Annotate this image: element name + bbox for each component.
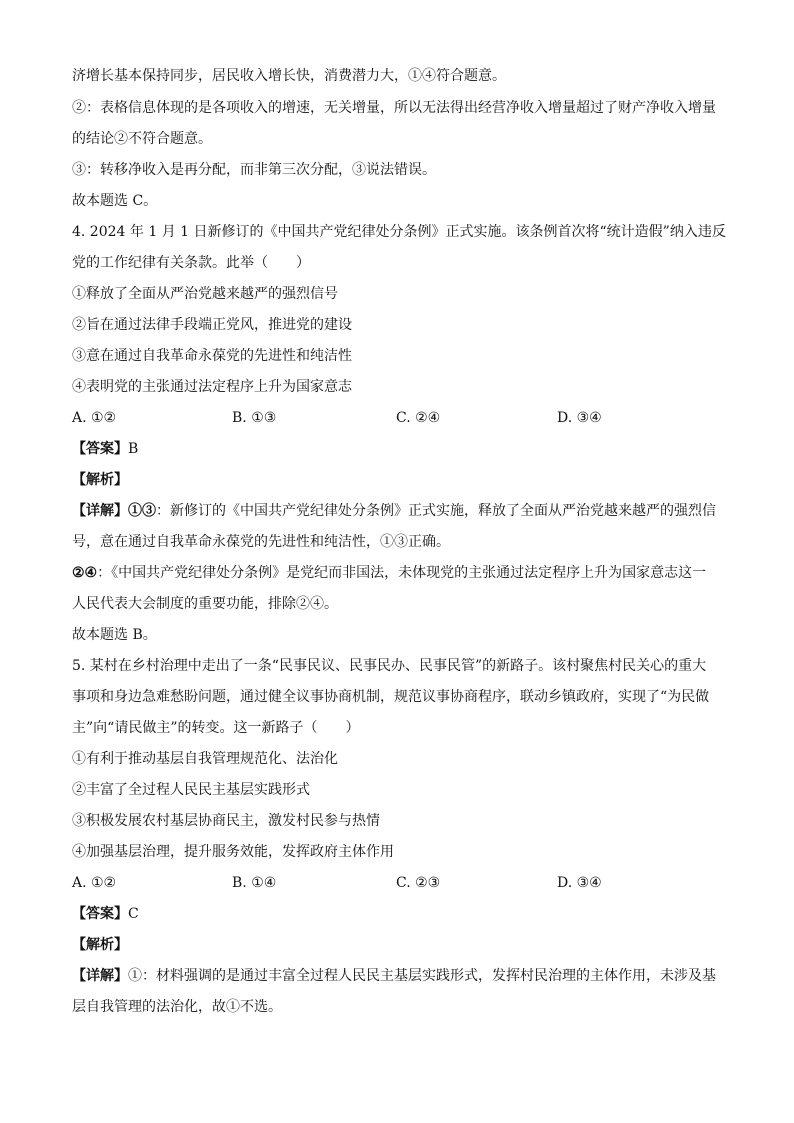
q5-answer	[72, 904, 139, 924]
q4-answer	[72, 439, 138, 459]
text-line: 的结论②不符合题意。	[72, 131, 212, 147]
q4-statement: ④表明党的主张通过法定程序上升为国家意志	[72, 379, 352, 395]
text-line: ②：表格信息体现的是各项收入的增速，无关增量，所以无法得出经营净收入增量超过了财产净收入增量	[72, 100, 716, 116]
text-line: 故本题选 C。	[72, 193, 158, 209]
detail-label: 【详解】	[72, 503, 128, 519]
q5-analysis-label: 【解析】	[72, 937, 128, 953]
q5-option-c: C. ②③	[396, 875, 441, 891]
text-line: ③：转移净收入是再分配，而非第三次分配，③说法错误。	[72, 162, 436, 178]
detail-text: ：新修订的《中国共产党纪律处分条例》正式实施，释放了全面从严治党越来越严的强烈信	[156, 503, 716, 519]
q4-statement: ②旨在通过法律手段端正党风，推进党的建设	[72, 317, 352, 333]
q4-option-d: D. ③④	[557, 410, 602, 426]
q5-option-b: B. ①④	[232, 875, 277, 891]
q5-statement: ②丰富了全过程人民民主基层实践形式	[72, 782, 310, 798]
q4-option-c: C. ②④	[396, 410, 441, 426]
q4-detail-line	[72, 501, 716, 521]
answer-value: B	[128, 441, 139, 457]
q5-statement: ①有利于推动基层自我管理规范化、法治化	[72, 751, 338, 767]
q4-option-b: B. ①③	[232, 410, 277, 426]
detail-label: 【详解】	[72, 968, 128, 984]
q4-detail-line: 人民代表大会制度的重要功能，排除②④。	[72, 596, 338, 612]
answer-value: C	[128, 906, 139, 922]
q5-detail-line	[72, 966, 716, 986]
q4-stem-line: 党的工作纪律有关条款。此举（ ）	[72, 255, 310, 271]
q5-stem-line: 5. 某村在乡村治理中走出了一条“民事民议、民事民办、民事民管”的新路子。该村聚焦村民关心的重大	[72, 658, 707, 674]
q4-detail-line: 号，意在通过自我革命永葆党的先进性和纯洁性，①③正确。	[72, 534, 450, 550]
q5-detail-line: 层自我管理的法治化，故①不选。	[72, 999, 282, 1015]
q5-option-a: A. ①②	[72, 875, 117, 891]
q4-statement: ③意在通过自我革命永葆党的先进性和纯洁性	[72, 348, 352, 364]
q5-option-d: D. ③④	[557, 875, 602, 891]
q4-option-a: A. ①②	[72, 410, 117, 426]
text-line: 济增长基本保持同步，居民收入增长快，消费潜力大，①④符合题意。	[72, 68, 506, 84]
q4-analysis-label: 【解析】	[72, 472, 128, 488]
q5-stem-line: 主”向“请民做主”的转变。这一新路子（ ）	[72, 720, 360, 736]
q5-statement: ④加强基层治理，提升服务效能，发挥政府主体作用	[72, 844, 394, 860]
q4-statement: ①释放了全面从严治党越来越严的强烈信号	[72, 286, 338, 302]
q5-stem-line: 事项和身边急难愁盼问题，通过健全议事协商机制，规范议事协商程序，联动乡镇政府，实现了“为民做	[72, 689, 710, 705]
detail-text: ：《中国共产党纪律处分条例》是党纪而非国法，未体现党的主张通过法定程序上升为国家意志这一	[97, 565, 707, 581]
q4-conclusion: 故本题选 B。	[72, 627, 157, 643]
answer-label: 【答案】	[72, 441, 128, 457]
detail-marker: ②④	[72, 565, 98, 581]
detail-marker: ①③	[128, 503, 156, 519]
q4-stem-line: 4. 2024 年 1 月 1 日新修订的《中国共产党纪律处分条例》正式实施。该条例首次将“统计造假”纳入违反	[72, 224, 726, 240]
detail-text: ①：材料强调的是通过丰富全过程人民民主基层实践形式，发挥村民治理的主体作用，未涉及基	[128, 968, 716, 984]
answer-label: 【答案】	[72, 906, 128, 922]
q4-detail-line	[72, 563, 706, 583]
q5-statement: ③积极发展农村基层协商民主，激发村民参与热情	[72, 813, 380, 829]
